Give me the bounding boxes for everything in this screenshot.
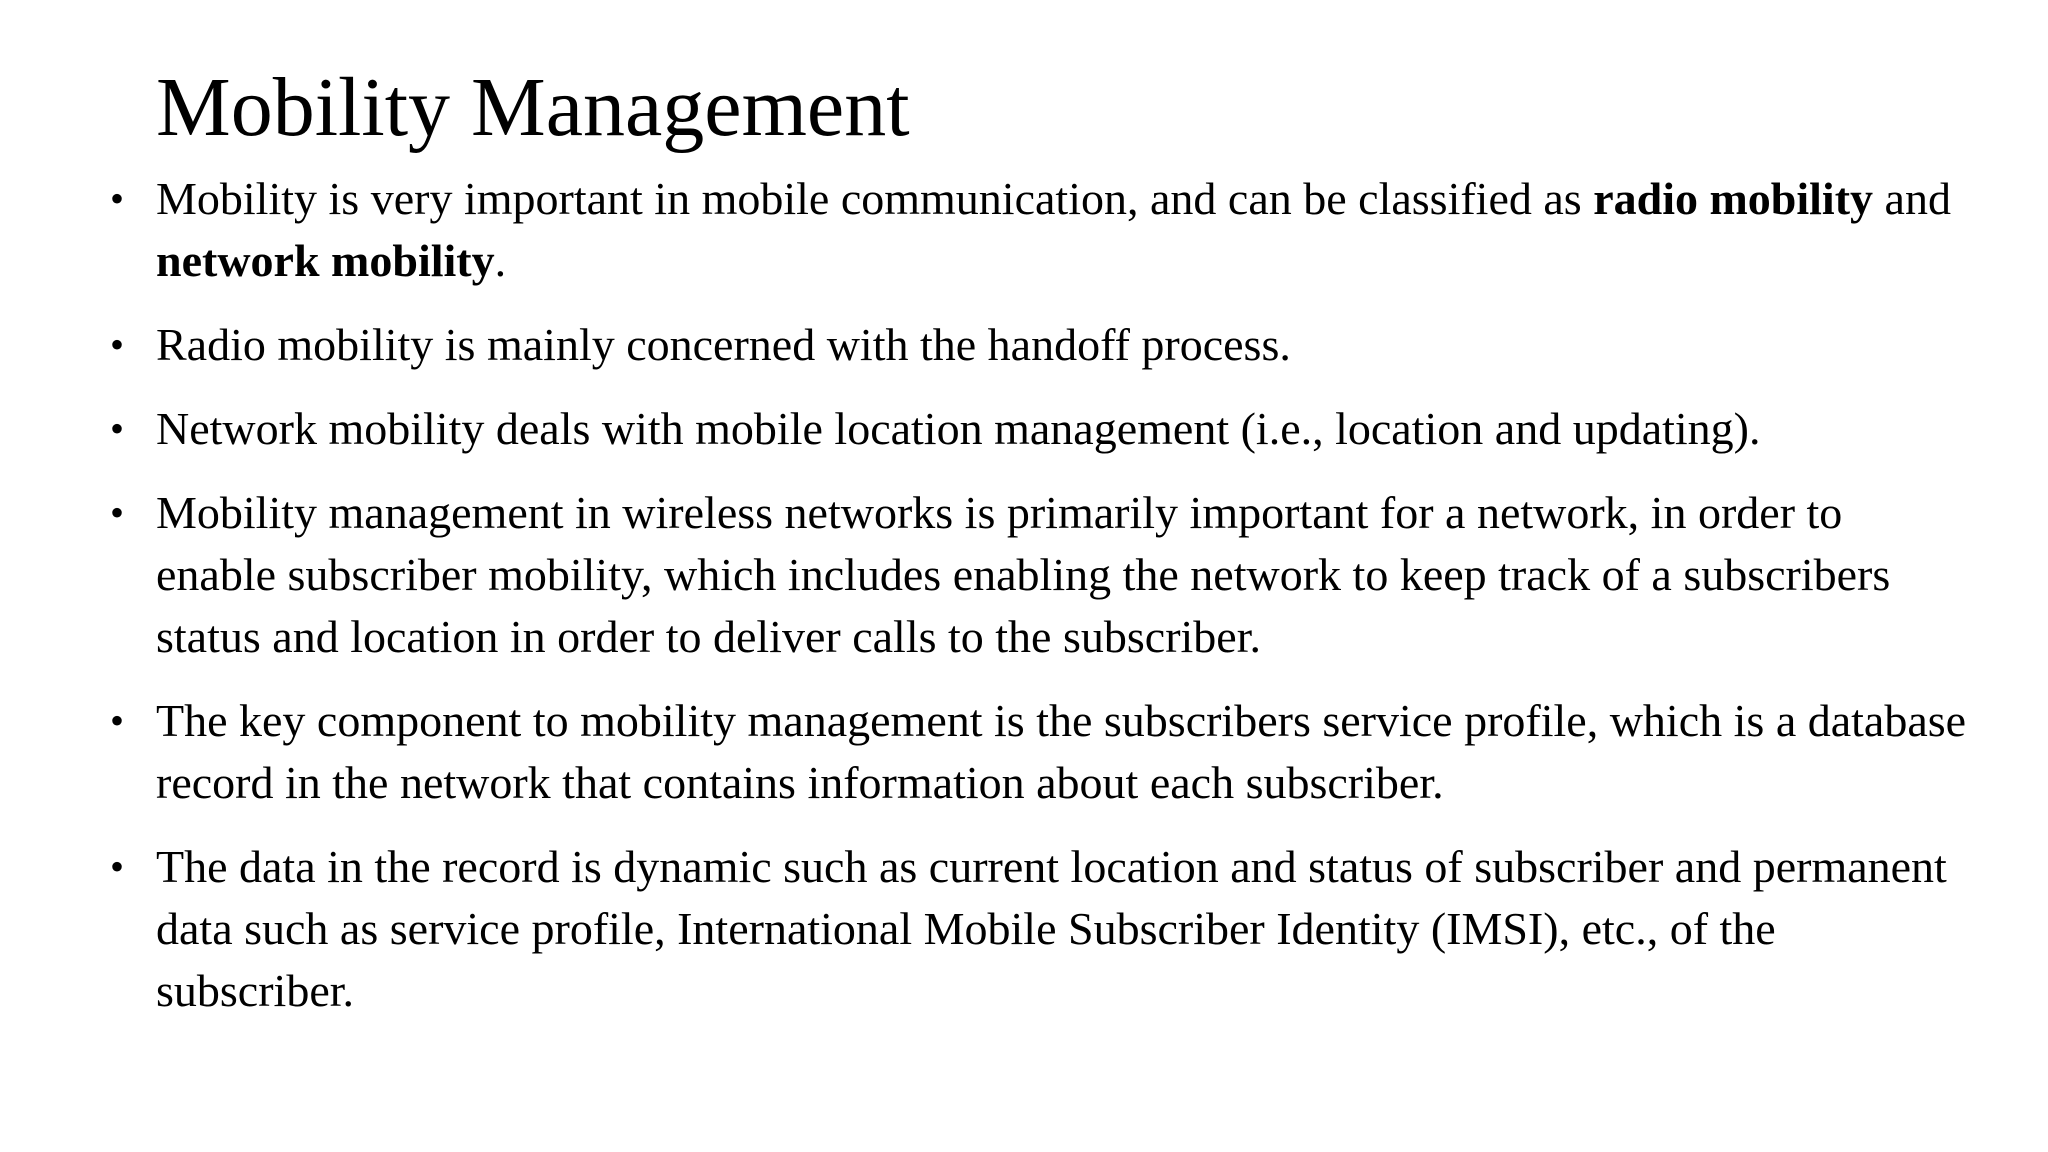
- bullet-dot: •: [110, 406, 125, 451]
- bullet-text: Radio mobility is mainly concerned with the handoff process.: [156, 319, 1291, 370]
- bullet-item: [110, 314, 1970, 376]
- bullet-dot: •: [110, 176, 125, 221]
- bullet-item: [110, 690, 1970, 814]
- bullet-dot: •: [110, 844, 125, 889]
- bold-term-network-mobility: network mobility: [156, 235, 495, 286]
- bullet-list: [110, 168, 1970, 1044]
- bullet-item: [110, 482, 1970, 668]
- bullet-item: [110, 836, 1970, 1022]
- bullet-text: Mobility management in wireless networks is primarily important for a network, in order to enable subscriber mobility, which includes enabling the network to keep track of a subscribers status and location in order to deliver calls to the subscriber.: [156, 487, 1891, 662]
- bullet-item: [110, 168, 1970, 292]
- bullet-item: [110, 398, 1970, 460]
- bullet-text-part: .: [494, 235, 507, 286]
- bullet-text-part: and: [1873, 173, 1951, 224]
- bullet-text: The data in the record is dynamic such as current location and status of subscriber and permanent data such as service profile, International Mobile Subscriber Identity (IMSI), etc., of the subscriber.: [156, 841, 1947, 1016]
- bullet-dot: •: [110, 490, 125, 535]
- bullet-dot: •: [110, 322, 125, 367]
- slide-title: Mobility Management: [156, 61, 910, 154]
- bullet-text: [156, 173, 1951, 286]
- bullet-text: Network mobility deals with mobile location management (i.e., location and updating).: [156, 403, 1761, 454]
- bullet-text: The key component to mobility management is the subscribers service profile, which is a database record in the network that contains information about each subscriber.: [156, 695, 1967, 808]
- bullet-dot: •: [110, 698, 125, 743]
- bold-term-radio-mobility: radio mobility: [1593, 173, 1874, 224]
- bullet-text-part: Mobility is very important in mobile communication, and can be classified as: [156, 173, 1594, 224]
